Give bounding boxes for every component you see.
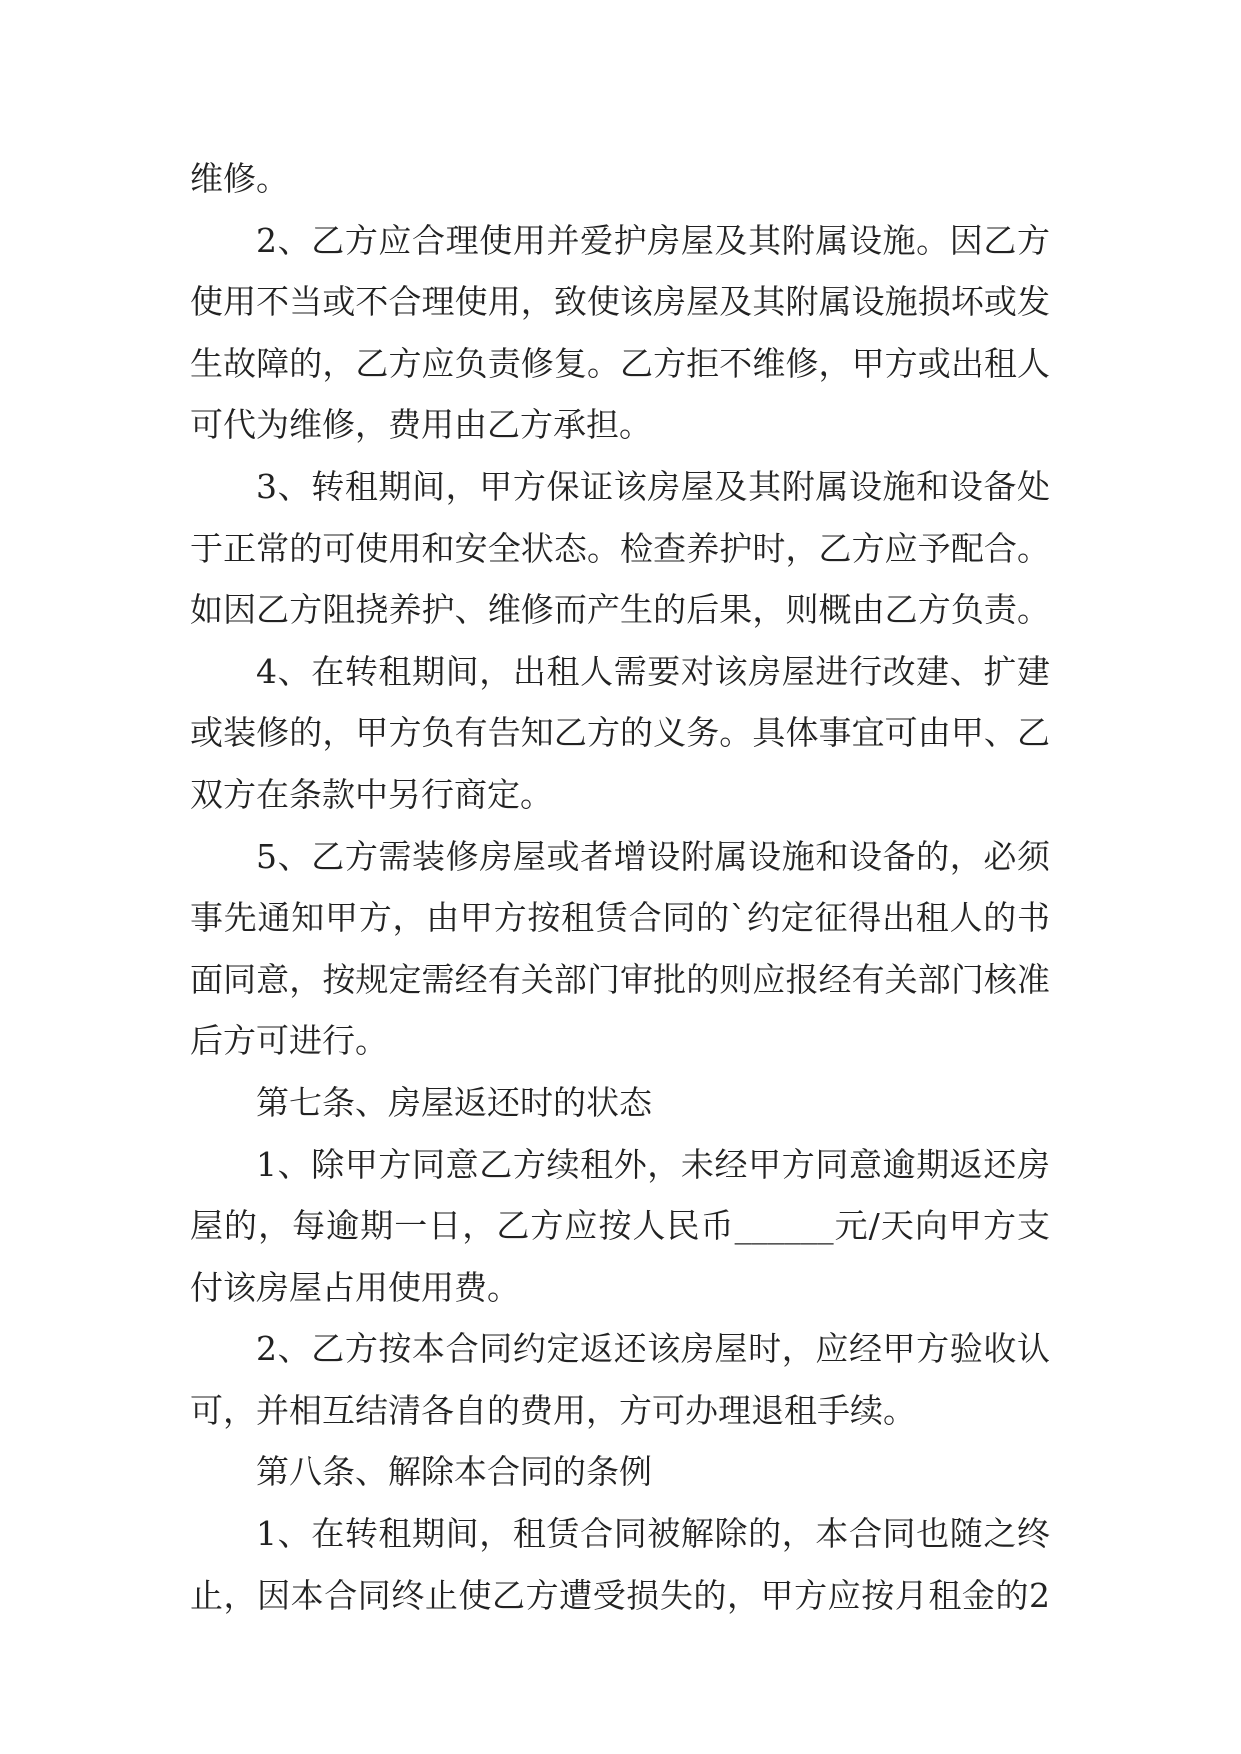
- text-line: 或装修的，甲方负有告知乙方的义务。具体事宜可由甲、乙: [190, 713, 1050, 753]
- text-line: 5、乙方需装修房屋或者增设附属设施和设备的，必须: [256, 836, 1050, 876]
- text-line: 止，因本合同终止使乙方遭受损失的，甲方应按月租金的2: [190, 1575, 1050, 1615]
- text-line: 事先通知甲方，由甲方按租赁合同的`约定征得出租人的书: [190, 898, 1050, 938]
- text-line: 面同意，按规定需经有关部门审批的则应报经有关部门核准: [190, 959, 1050, 999]
- text-line: 于正常的可使用和安全状态。检查养护时，乙方应予配合。: [190, 528, 1050, 568]
- document-body: [190, 148, 1050, 1626]
- text-line: 4、在转租期间，出租人需要对该房屋进行改建、扩建: [256, 651, 1050, 691]
- text-line: 使用不当或不合理使用，致使该房屋及其附属设施损坏或发: [190, 282, 1050, 322]
- text-line: 可，并相互结清各自的费用，方可办理退租手续。: [190, 1390, 916, 1430]
- text-line: 如因乙方阻挠养护、维修而产生的后果，则概由乙方负责。: [190, 590, 1050, 630]
- text-line: 付该房屋占用使用费。: [190, 1267, 520, 1307]
- text-line: 2、乙方按本合同约定返还该房屋时，应经甲方验收认: [256, 1329, 1050, 1369]
- text-line: 维修。: [190, 159, 289, 198]
- text-line: 2、乙方应合理使用并爱护房屋及其附属设施。因乙方: [256, 220, 1050, 260]
- text-line: 第八条、解除本合同的条例: [256, 1452, 652, 1492]
- text-line: 双方在条款中另行商定。: [190, 774, 553, 814]
- text-line: 可代为维修，费用由乙方承担。: [190, 405, 652, 445]
- text-line: 1、除甲方同意乙方续租外，未经甲方同意逾期返还房: [256, 1144, 1050, 1184]
- text-line: 3、转租期间，甲方保证该房屋及其附属设施和设备处: [256, 466, 1050, 506]
- text-line: 第七条、房屋返还时的状态: [256, 1082, 652, 1122]
- text-line: 屋的，每逾期一日，乙方应按人民币______元/天向甲方支: [190, 1206, 1050, 1246]
- text-line: 1、在转租期间，租赁合同被解除的，本合同也随之终: [256, 1514, 1050, 1554]
- text-line: 后方可进行。: [190, 1021, 388, 1061]
- text-line: 生故障的，乙方应负责修复。乙方拒不维修，甲方或出租人: [190, 343, 1050, 383]
